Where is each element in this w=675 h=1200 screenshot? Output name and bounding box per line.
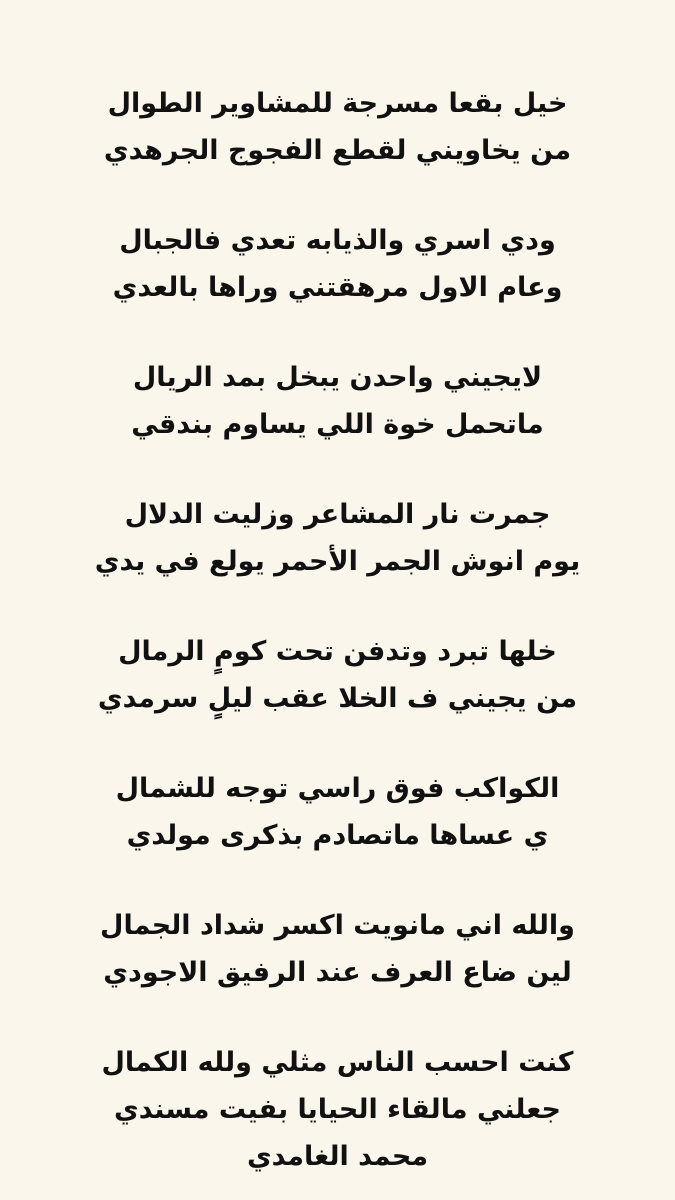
verse-line: ماتحمل خوة اللي يساوم بندقي [131, 409, 544, 440]
stanza-5 [0, 628, 675, 722]
poem-body [0, 80, 675, 1180]
stanza-6 [0, 765, 675, 859]
verse-line: لين ضاع العرف عند الرفيق الاجودي [103, 957, 572, 988]
stanza-7 [0, 902, 675, 996]
verse-line: ي عساها ماتصادم بذكرى مولدي [126, 820, 549, 851]
verse-line: خلها تبرد وتدفن تحت كومٍ الرمال [118, 636, 557, 667]
stanza-1 [0, 80, 675, 174]
verse-line: وعام الاول مرهقتني وراها بالعدي [112, 272, 563, 303]
verse-line: خيل بقعا مسرجة للمشاوير الطوال [107, 88, 568, 119]
verse-line: يوم انوش الجمر الأحمر يولع في يدي [94, 546, 581, 577]
stanza-3 [0, 354, 675, 448]
verse-line: جمرت نار المشاعر وزليت الدلال [124, 499, 551, 530]
verse-line: والله اني مانويت اكسر شداد الجمال [100, 910, 575, 941]
verse-line: كنت احسب الناس مثلي ولله الكمال [101, 1047, 574, 1078]
poet-signature: محمد الغامدي [246, 1141, 429, 1172]
verse-line: ودي اسري والذيابه تعدي فالجبال [119, 225, 556, 256]
verse-line: من يجيني ف الخلا عقب ليلٍ سرمدي [97, 683, 578, 714]
stanza-2 [0, 217, 675, 311]
verse-line: الكواكب فوق راسي توجه للشمال [115, 773, 560, 804]
verse-line: جعلني مالقاء الحيايا بفيت مسندي [113, 1094, 562, 1125]
stanza-8 [0, 1039, 675, 1180]
verse-line: من يخاويني لقطع الفجوج الجرهدي [103, 135, 572, 166]
stanza-4 [0, 491, 675, 585]
verse-line: لايجيني واحدن يبخل بمد الريال [132, 362, 543, 393]
